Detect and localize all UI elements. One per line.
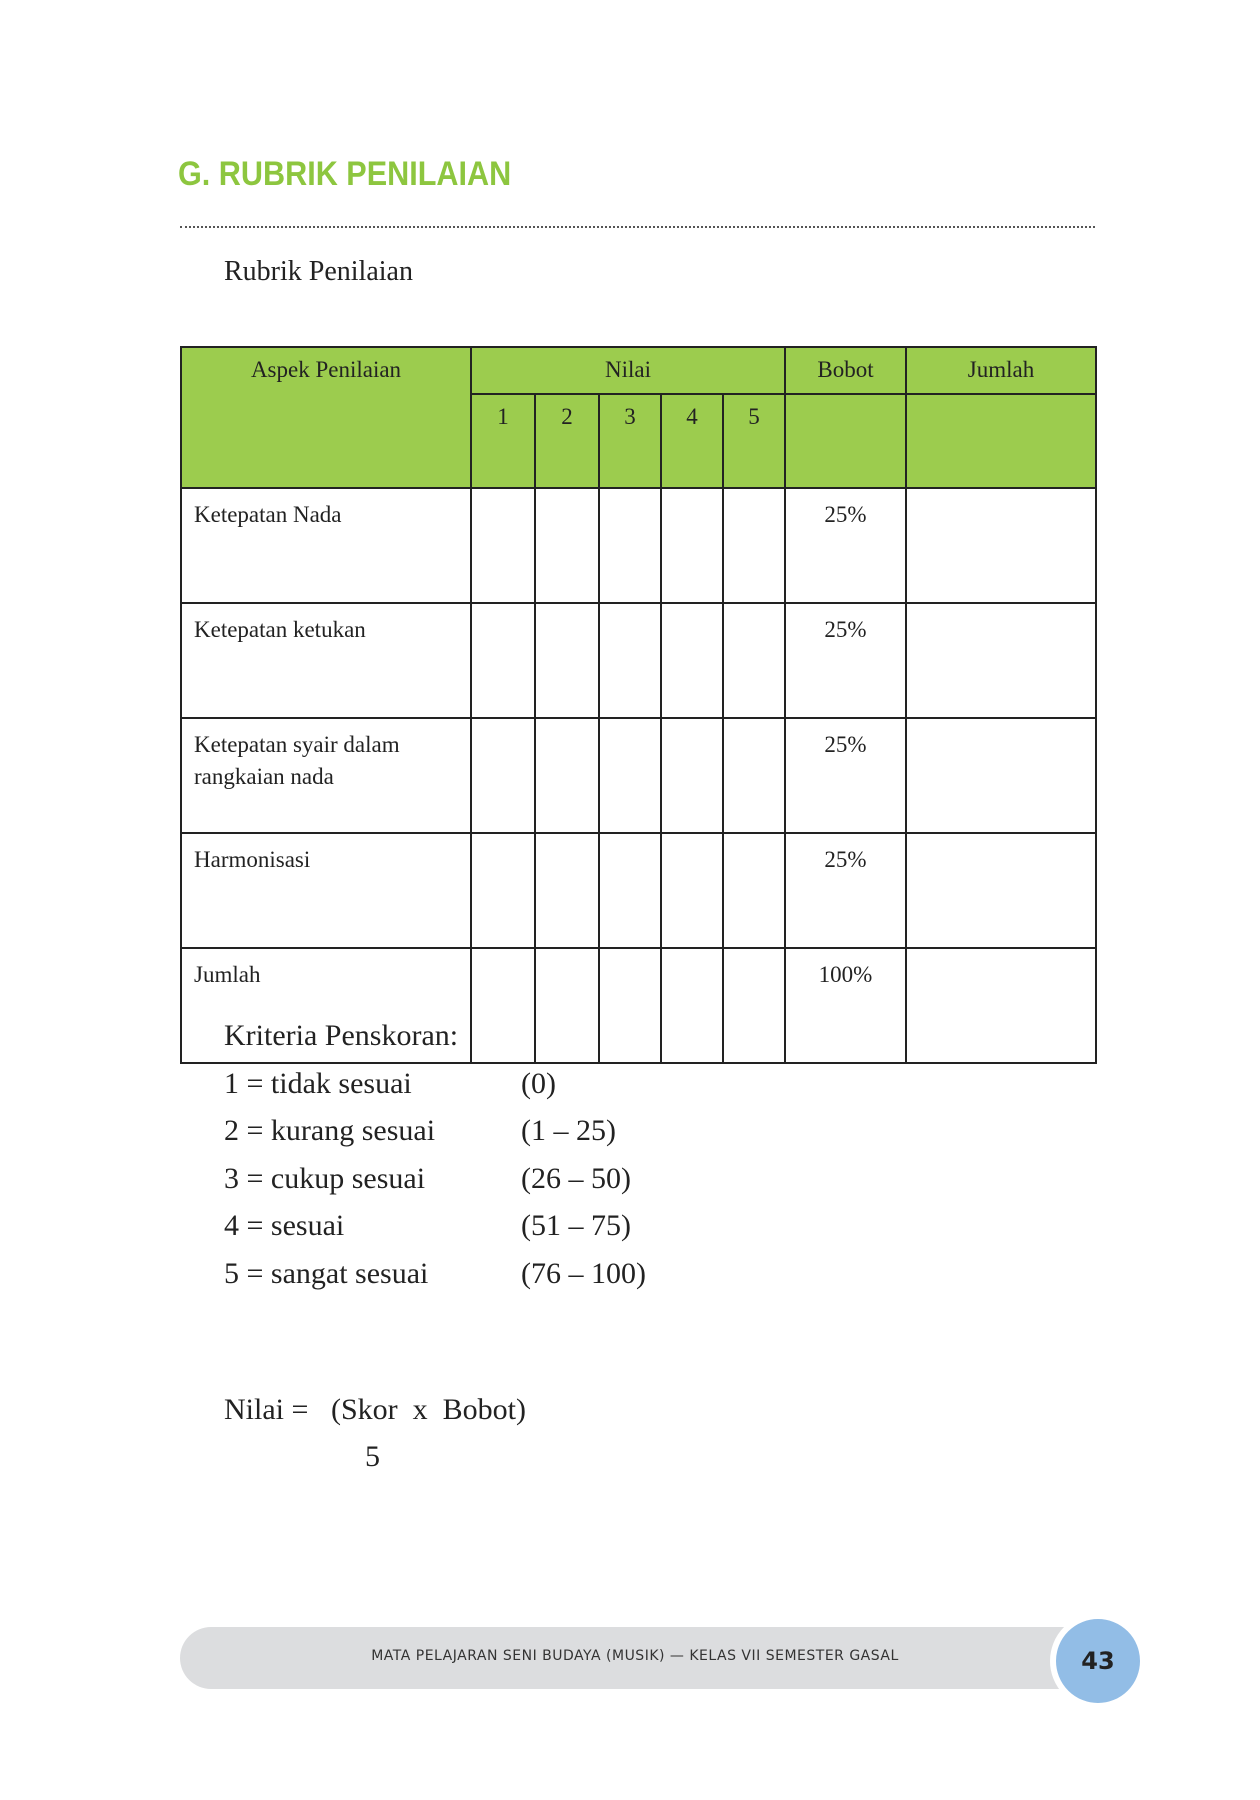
nilai-cell [535, 833, 599, 948]
nilai-cell [723, 488, 785, 603]
kriteria-item [224, 1250, 646, 1298]
score-formula [224, 1393, 526, 1473]
kriteria-item [224, 1060, 556, 1108]
kriteria-range: (26 – 50) [521, 1161, 631, 1195]
kriteria-range: (51 – 75) [521, 1209, 631, 1242]
bobot-cell: 25% [785, 718, 906, 833]
subtitle: Rubrik Penilaian [224, 256, 413, 287]
jumlah-cell [906, 718, 1096, 833]
nilai-cell [723, 603, 785, 718]
nilai-cell [471, 603, 535, 718]
aspek-cell: Harmonisasi [181, 833, 471, 948]
kriteria-penskoran [224, 1012, 646, 1297]
kriteria-label: 4 = sesuai [224, 1209, 345, 1242]
header-jumlah-blank [906, 394, 1096, 488]
jumlah-cell [906, 603, 1096, 718]
nilai-cell [599, 948, 661, 1063]
aspek-cell: Ketepatan ketukan [181, 603, 471, 718]
kriteria-label: 2 = kurang sesuai [224, 1114, 436, 1147]
header-nilai-3: 3 [599, 394, 661, 488]
formula-numerator: (Skor x Bobot) [331, 1393, 526, 1426]
header-jumlah: Jumlah [906, 347, 1096, 394]
header-nilai-1: 1 [471, 394, 535, 488]
header-nilai-5: 5 [723, 394, 785, 488]
nilai-cell [471, 833, 535, 948]
kriteria-title: Kriteria Penskoran: [224, 1019, 459, 1052]
bobot-cell: 25% [785, 603, 906, 718]
section-heading: G. RUBRIK PENILAIAN [178, 155, 512, 193]
nilai-cell [471, 948, 535, 1063]
nilai-cell [723, 833, 785, 948]
table-row [181, 603, 1096, 718]
nilai-cell [723, 948, 785, 1063]
nilai-cell [661, 488, 723, 603]
header-aspek: Aspek Penilaian [181, 347, 471, 488]
kriteria-range: (0) [521, 1066, 556, 1100]
page-number: 43 [1050, 1613, 1146, 1709]
jumlah-cell [906, 833, 1096, 948]
kriteria-range: (76 – 100) [521, 1256, 646, 1290]
kriteria-range: (1 – 25) [521, 1114, 616, 1147]
nilai-cell [599, 603, 661, 718]
nilai-cell [471, 718, 535, 833]
nilai-cell [471, 488, 535, 603]
rubric-table [180, 346, 1097, 1064]
kriteria-label: 1 = tidak sesuai [224, 1066, 412, 1100]
nilai-cell [535, 948, 599, 1063]
kriteria-item [224, 1155, 631, 1203]
formula-lhs: Nilai = [224, 1393, 309, 1426]
kriteria-label: 5 = sangat sesuai [224, 1256, 429, 1290]
nilai-cell [599, 718, 661, 833]
table-row [181, 833, 1096, 948]
kriteria-item [224, 1202, 631, 1250]
aspek-cell: Ketepatan syair dalam rangkaian nada [181, 718, 471, 833]
nilai-cell [661, 718, 723, 833]
nilai-cell [661, 833, 723, 948]
header-bobot-blank [785, 394, 906, 488]
jumlah-cell [906, 948, 1096, 1063]
nilai-cell [599, 488, 661, 603]
nilai-cell [535, 603, 599, 718]
header-nilai: Nilai [471, 347, 785, 394]
dotted-divider [180, 226, 1095, 228]
table-row [181, 718, 1096, 833]
kriteria-label: 3 = cukup sesuai [224, 1161, 426, 1195]
table-row [181, 488, 1096, 603]
nilai-cell [661, 603, 723, 718]
bobot-cell: 100% [785, 948, 906, 1063]
formula-denominator: 5 [365, 1440, 380, 1473]
aspek-cell: Ketepatan Nada [181, 488, 471, 603]
header-bobot: Bobot [785, 347, 906, 394]
footer-text: MATA PELAJARAN SENI BUDAYA (MUSIK) — KELAS VII SEMESTER GASAL [371, 1648, 899, 1664]
nilai-cell [723, 718, 785, 833]
bobot-cell: 25% [785, 833, 906, 948]
nilai-cell [661, 948, 723, 1063]
aspek-cell: Jumlah [181, 948, 471, 1063]
nilai-cell [599, 833, 661, 948]
bobot-cell: 25% [785, 488, 906, 603]
nilai-cell [535, 488, 599, 603]
header-nilai-2: 2 [535, 394, 599, 488]
jumlah-cell [906, 488, 1096, 603]
header-nilai-4: 4 [661, 394, 723, 488]
nilai-cell [535, 718, 599, 833]
kriteria-item [224, 1107, 616, 1155]
